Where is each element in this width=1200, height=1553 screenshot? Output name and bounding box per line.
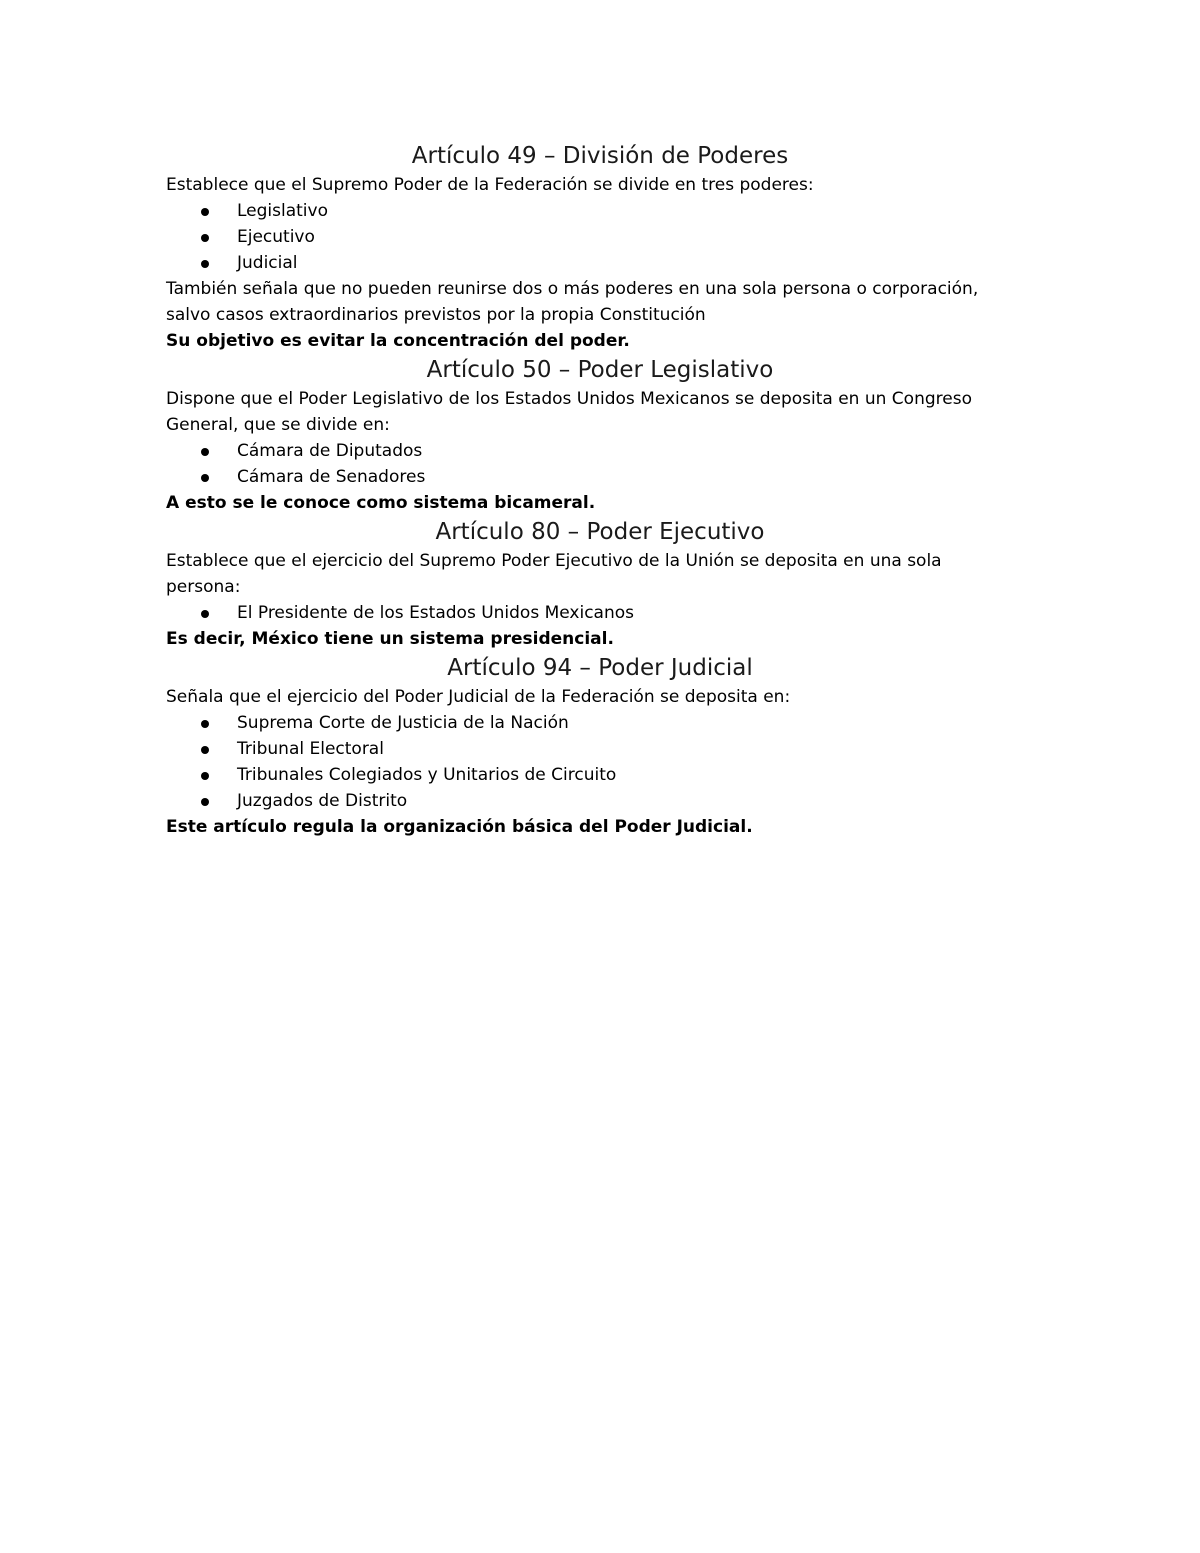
list-item [166, 224, 1034, 250]
section-heading: Artículo 80 – Poder Ejecutivo [435, 519, 765, 545]
list-item [166, 788, 1034, 814]
list-item-text: Legislativo [237, 201, 328, 221]
list-item-text: El Presidente de los Estados Unidos Mexicanos [237, 603, 635, 623]
bullet-icon [201, 474, 209, 482]
section-intro-line: persona: [166, 577, 241, 597]
section-heading: Artículo 94 – Poder Judicial [447, 655, 753, 681]
bullet-icon [201, 234, 209, 242]
document-page [166, 140, 1034, 840]
bullet-list [166, 600, 1034, 626]
section-heading: Artículo 50 – Poder Legislativo [426, 357, 774, 383]
section-conclusion: Su objetivo es evitar la concentración del poder. [166, 331, 630, 351]
list-item [166, 438, 1034, 464]
list-item-text: Tribunal Electoral [237, 739, 384, 759]
list-item [166, 198, 1034, 224]
bullet-icon [201, 798, 209, 806]
list-item [166, 762, 1034, 788]
list-item [166, 464, 1034, 490]
section-articulo-49 [166, 140, 1034, 354]
section-intro-line: Dispone que el Poder Legislativo de los Estados Unidos Mexicanos se deposita en un Congreso [166, 389, 972, 409]
list-item [166, 250, 1034, 276]
list-item-text: Cámara de Senadores [237, 467, 426, 487]
list-item-text: Judicial [237, 253, 298, 273]
bullet-icon [201, 448, 209, 456]
bullet-icon [201, 746, 209, 754]
bullet-icon [201, 720, 209, 728]
section-articulo-80 [166, 516, 1034, 652]
section-conclusion: Este artículo regula la organización básica del Poder Judicial. [166, 817, 753, 837]
section-intro-line: General, que se divide en: [166, 415, 390, 435]
bullet-icon [201, 772, 209, 780]
bullet-icon [201, 260, 209, 268]
section-intro: Establece que el Supremo Poder de la Federación se divide en tres poderes: [166, 175, 814, 195]
section-articulo-94 [166, 652, 1034, 840]
section-conclusion: A esto se le conoce como sistema bicameral. [166, 493, 596, 513]
section-conclusion: Es decir, México tiene un sistema presidencial. [166, 629, 614, 649]
bullet-list [166, 438, 1034, 490]
section-intro: Señala que el ejercicio del Poder Judicial de la Federación se deposita en: [166, 687, 791, 707]
list-item-text: Juzgados de Distrito [237, 791, 408, 811]
bullet-icon [201, 208, 209, 216]
section-articulo-50 [166, 354, 1034, 516]
list-item [166, 600, 1034, 626]
bullet-icon [201, 610, 209, 618]
bullet-list [166, 198, 1034, 276]
list-item-text: Tribunales Colegiados y Unitarios de Circuito [237, 765, 617, 785]
section-paragraph-line: salvo casos extraordinarios previstos por la propia Constitución [166, 305, 706, 325]
section-intro-line: Establece que el ejercicio del Supremo Poder Ejecutivo de la Unión se deposita en una sola [166, 551, 942, 571]
list-item [166, 710, 1034, 736]
bullet-list [166, 710, 1034, 814]
list-item-text: Ejecutivo [237, 227, 315, 247]
section-paragraph-line: También señala que no pueden reunirse dos o más poderes en una sola persona o corporación, [166, 279, 979, 299]
list-item [166, 736, 1034, 762]
section-heading: Artículo 49 – División de Poderes [411, 143, 789, 169]
list-item-text: Suprema Corte de Justicia de la Nación [237, 713, 569, 733]
list-item-text: Cámara de Diputados [237, 441, 423, 461]
